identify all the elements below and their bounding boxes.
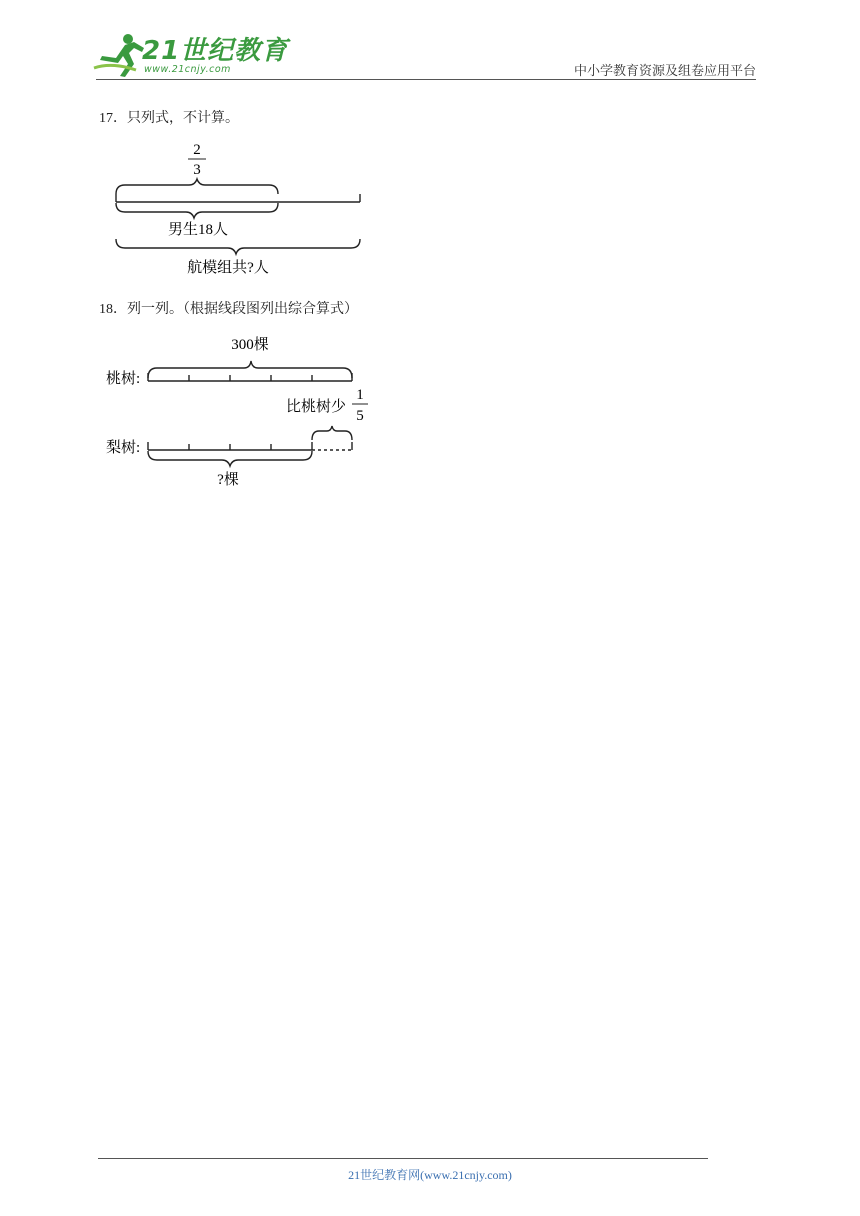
q17-total-brace [116,239,360,254]
q17-total-label: 航模组共?人 [187,260,269,276]
q18-diff-brace [312,426,352,440]
question-18-diagram [100,330,400,495]
q17-fraction-denominator: 3 [193,162,201,178]
q17-fraction-numerator: 2 [193,142,201,158]
q18-bottom-label: ?棵 [217,472,239,488]
question-17-diagram [100,135,380,280]
q18-bottom-brace [148,451,312,466]
footer-divider [98,1158,708,1159]
logo-title: 21世纪教育 [142,36,289,66]
q18-diff-label: 比桃树少 [286,399,347,415]
q17-part-label: 男生18人 [167,222,229,238]
q18-total-label: 300棵 [231,337,269,353]
footer-text: 21世纪教育网(www.21cnjy.com) [348,1168,512,1182]
q18-top-brace [148,361,352,378]
logo-url: www.21cnjy.com [144,64,231,75]
q18-fraction-denominator: 5 [356,408,364,424]
q18-row2-label: 梨树: [106,440,141,456]
header-divider [96,79,756,80]
header-platform-text: 中小学教育资源及组卷应用平台 [573,63,756,78]
q17-part-brace [116,203,278,218]
question-18-title: 18．列一列。（根据线段图列出综合算式） [99,302,358,317]
q17-top-brace [116,179,278,194]
question-17-title: 17．只列式，不计算。 [99,111,239,126]
q18-fraction-numerator: 1 [356,387,364,403]
q18-row1-label: 桃树: [106,371,141,387]
